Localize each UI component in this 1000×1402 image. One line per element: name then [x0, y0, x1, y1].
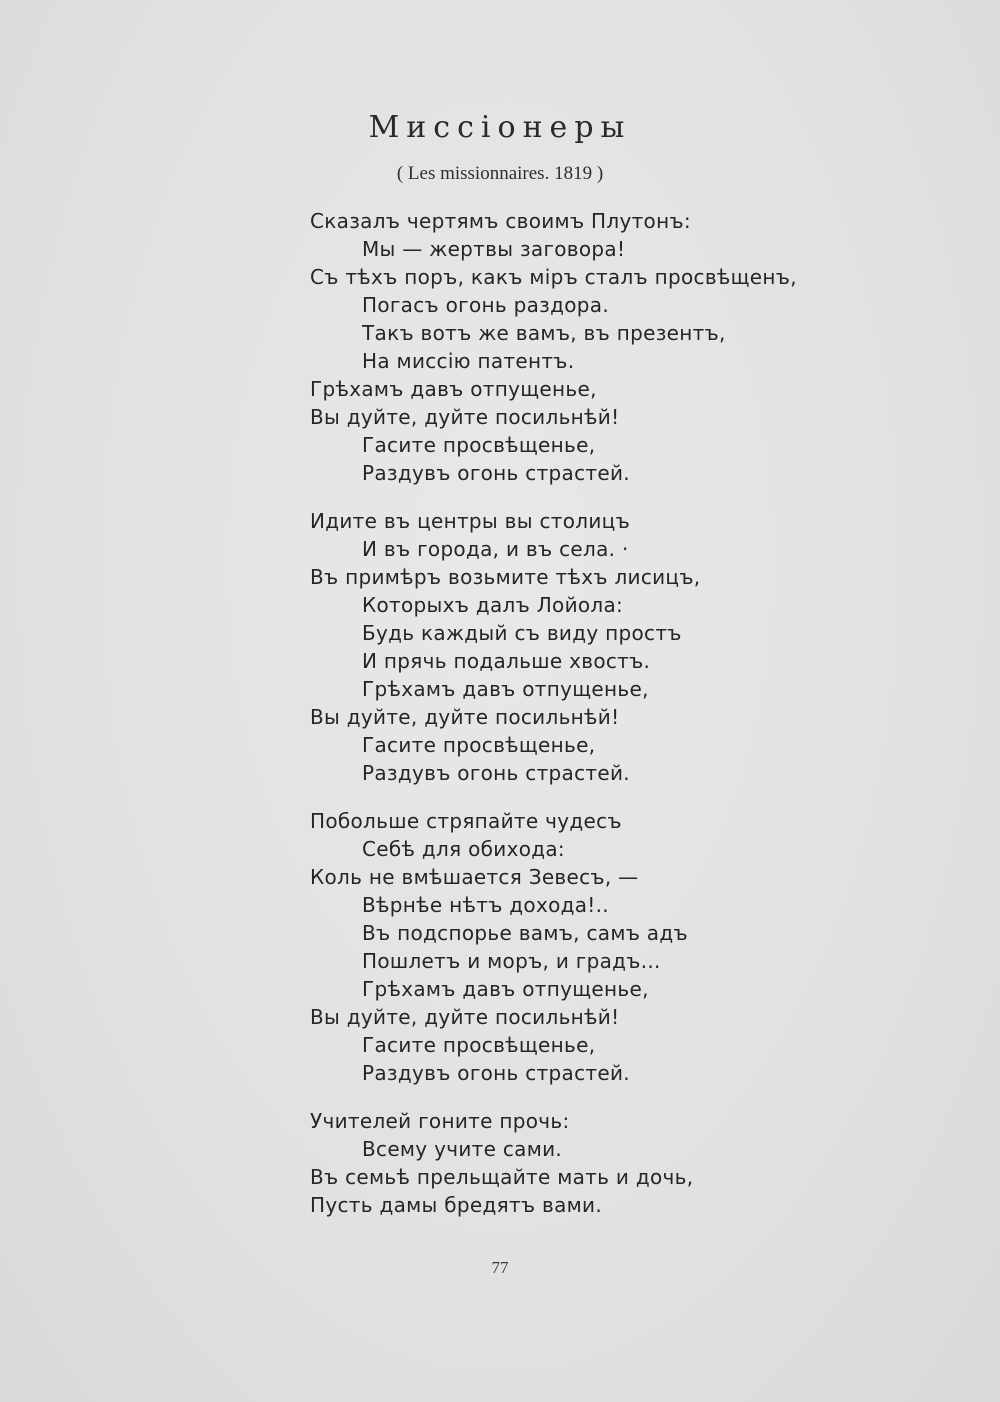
poem-line: Погасъ огонь раздора.	[362, 293, 609, 317]
poem-line: Мы — жертвы заговора!	[362, 237, 626, 261]
poem-line: Всему учите сами.	[362, 1137, 563, 1161]
poem-line: Вѣрнѣе нѣтъ дохода!..	[362, 893, 609, 917]
stanza	[310, 807, 950, 1087]
poem-line: Грѣхамъ давъ отпущенье,	[362, 677, 649, 701]
poem-line: Вы дуйте, дуйте посильнѣй!	[310, 705, 620, 729]
poem-line: Учителей гоните прочь:	[310, 1109, 570, 1133]
poem-line: Раздувъ огонь страстей.	[362, 461, 630, 485]
poem-line: Пусть дамы бредятъ вами.	[310, 1193, 603, 1217]
poem-line: Сказалъ чертямъ своимъ Плутонъ:	[310, 209, 691, 233]
poem-line: Которыхъ далъ Лойола:	[362, 593, 624, 617]
stanza	[310, 207, 950, 487]
poem-line: Раздувъ огонь страстей.	[362, 1061, 630, 1085]
stanza	[310, 507, 950, 787]
poem-line: Гасите просвѣщенье,	[362, 733, 596, 757]
stanza-gap	[310, 1087, 950, 1107]
poem-line: Грѣхамъ давъ отпущенье,	[310, 377, 597, 401]
poem-line: Съ тѣхъ поръ, какъ міръ сталъ просвѣщенъ,	[310, 265, 797, 289]
stanza	[310, 1107, 950, 1219]
poem-title: Миссіонеры	[368, 110, 632, 145]
poem-line: Грѣхамъ давъ отпущенье,	[362, 977, 649, 1001]
poem-line: Побольше стряпайте чудесъ	[310, 809, 622, 833]
poem-line: Будь каждый съ виду простъ	[362, 621, 682, 645]
poem-line: Раздувъ огонь страстей.	[362, 761, 630, 785]
poem-line: И въ города, и въ села. ·	[362, 537, 629, 561]
stanza-gap	[310, 487, 950, 507]
poem-line: Гасите просвѣщенье,	[362, 1033, 596, 1057]
poem-line: Идите въ центры вы столицъ	[310, 509, 631, 533]
poem-line: Такъ вотъ же вамъ, въ презентъ,	[362, 321, 726, 345]
poem-line: Въ подспорье вамъ, самъ адъ	[362, 921, 688, 945]
poem-line: Коль не вмѣшается Зевесъ, —	[310, 865, 639, 889]
poem-line: Себѣ для обихода:	[362, 837, 565, 861]
poem-subtitle: ( Les missionnaires. 1819 )	[396, 163, 604, 184]
poem-line: Гасите просвѣщенье,	[362, 433, 596, 457]
page-number: 77	[491, 1258, 509, 1277]
poem-line: На миссію патентъ.	[362, 349, 575, 373]
poem-line: Вы дуйте, дуйте посильнѣй!	[310, 1005, 620, 1029]
poem-line: Вы дуйте, дуйте посильнѣй!	[310, 405, 620, 429]
poem-line: Пошлетъ и моръ, и градъ...	[362, 949, 661, 973]
poem-body	[310, 207, 950, 1219]
poem-line: Въ семьѣ прельщайте мать и дочь,	[310, 1165, 694, 1189]
poem-line: Въ примѣръ возьмите тѣхъ лисицъ,	[310, 565, 701, 589]
poem-line: И прячь подальше хвостъ.	[362, 649, 651, 673]
stanza-gap	[310, 787, 950, 807]
